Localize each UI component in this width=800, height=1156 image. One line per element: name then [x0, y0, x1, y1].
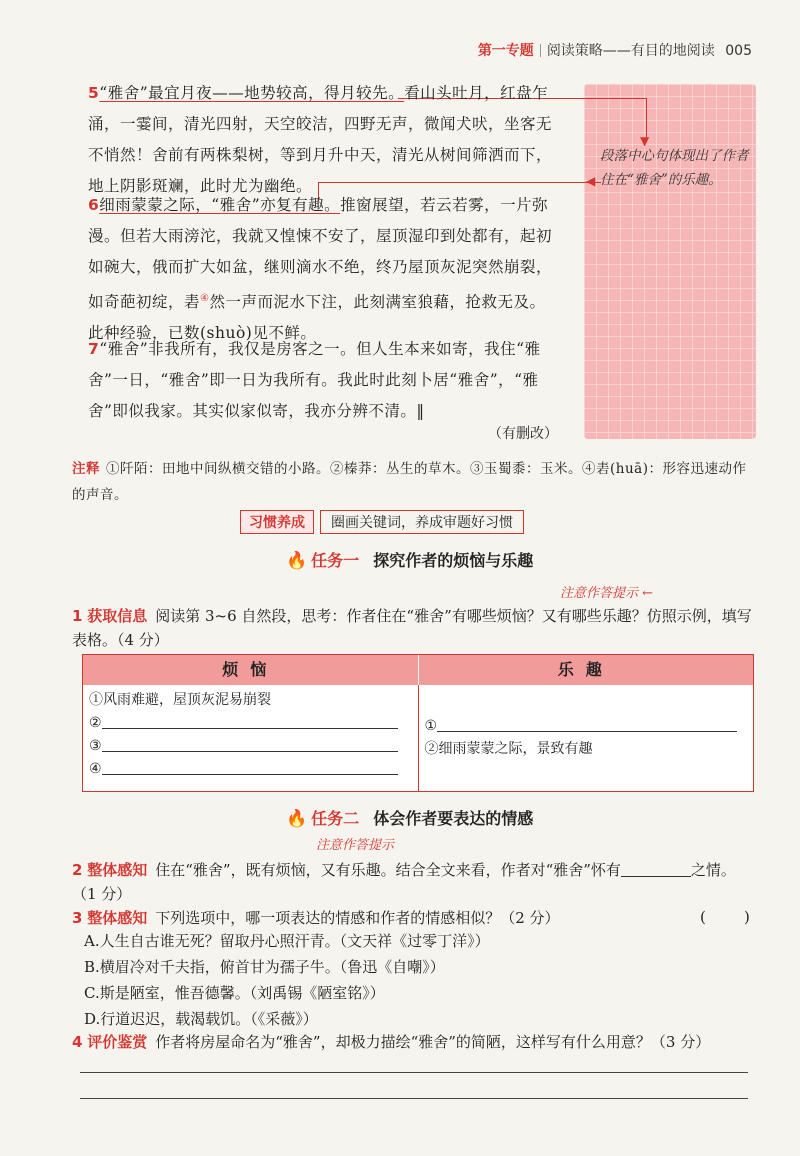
- option-a[interactable]: A.人生自古谁无死？留取丹心照汗青。（文天祥《过零丁洋》）: [84, 932, 490, 950]
- paragraph-number: 5: [88, 84, 100, 102]
- page-number: 005: [725, 43, 752, 59]
- option-b[interactable]: B.横眉冷对千夫指，俯首甘为孺子牛。（鲁迅《自嘲》）: [84, 958, 445, 976]
- passage-paragraph-5: [88, 78, 558, 202]
- habit-text: 圈画关键词，养成审题好习惯: [320, 510, 524, 534]
- arrow-left-icon: ◀: [586, 174, 596, 188]
- question-text: 住在“雅舍”，既有烦恼，又有乐趣。结合全文来看，作者对“雅舍”怀有: [155, 861, 621, 879]
- paragraph-text: 推窗展望，若云若雾，一片弥漫。但若大雨滂沱，我就又惶悚不安了，屋顶湿印到处都有，起初如碗大，俄而扩大如盆，继则滴水不绝，终乃屋顶灰泥突然崩裂，如奇葩初绽，砉: [88, 196, 553, 312]
- footnotes-label: 注释: [72, 461, 100, 477]
- flame-icon: 🔥: [286, 551, 308, 571]
- question-text-end: 之情。: [690, 861, 736, 879]
- question-1: [72, 604, 762, 652]
- paragraph-number: 6: [88, 196, 100, 214]
- key-sentence: “雅舍”最宜月夜——地势较高，得月较先。: [99, 84, 405, 102]
- paragraph-text: “雅舍”非我所有，我仅是房客之一。但人生本来如寄，我住“雅舍”一日，“雅舍”即一日为我所有。我此时此刻卜居“雅舍”，“雅舍”即似我家。其实似家似寄，我亦分辨不清。‖: [88, 340, 541, 420]
- answer-hint: [316, 834, 394, 853]
- side-annotation-text: 段落中心句体现出了作者住在“雅舍”的乐趣。: [600, 148, 749, 188]
- footnote-marker: ④: [200, 293, 210, 304]
- habit-banner: [240, 510, 524, 534]
- task-1-heading: [286, 548, 533, 571]
- question-keyword: 评价鉴赏: [87, 1033, 148, 1051]
- flame-icon: 🔥: [286, 809, 308, 829]
- section-label: 第一专题: [477, 43, 534, 59]
- key-sentence: 细雨蒙蒙之际，“雅舍”亦复有趣。: [99, 196, 341, 214]
- table-cell: ①风雨难避，屋顶灰泥易崩裂: [89, 692, 271, 708]
- paragraph-text: 然一声而泥水下注，此刻满室狼藉，抢救无及。此种经验，已数(shuò)见不鲜。: [88, 293, 546, 343]
- column-header-worries: 烦恼: [83, 655, 419, 685]
- question-number: 4: [72, 1033, 83, 1051]
- question-text: 作者将房屋命名为“雅舍”，却极力描绘“雅舍”的简陋，这样写有什么用意？（3 分）: [155, 1033, 711, 1051]
- question-number: 3: [72, 909, 83, 927]
- question-keyword: 整体感知: [87, 861, 148, 879]
- page-header: [478, 40, 752, 60]
- paragraph-number: 7: [88, 340, 100, 358]
- option-c[interactable]: C.斯是陋室，惟吾德馨。（刘禹锡《陋室铭》）: [84, 984, 385, 1002]
- question-text: 阅读第 3~6 自然段，思考：作者住在“雅舍”有哪些烦恼？又有哪些乐趣？仿照示例，填写表格。（4 分）: [72, 607, 752, 649]
- answer-parentheses[interactable]: ( ): [700, 908, 750, 926]
- answer-line[interactable]: [80, 1098, 748, 1099]
- table-cell[interactable]: ①: [425, 715, 748, 738]
- table-cell: ②细雨蒙蒙之际，景致有趣: [424, 741, 593, 757]
- task-number: 任务二: [311, 809, 360, 828]
- question-4: [72, 1030, 762, 1054]
- question-keyword: 整体感知: [87, 909, 148, 927]
- footnotes-text: ①阡陌：田地中间纵横交错的小路。②榛莽：丛生的草木。③玉蜀黍：玉米。④砉(huā)：形容迅速动作的声音。: [72, 461, 747, 503]
- footnotes: [72, 456, 752, 508]
- table-cell[interactable]: ②: [89, 712, 412, 735]
- task-2-heading: [286, 806, 533, 829]
- task-title: 体会作者要表达的情感: [373, 809, 534, 828]
- question-keyword: 获取信息: [87, 607, 148, 625]
- question-score: （1 分）: [72, 885, 132, 903]
- paragraph-text: 看山头吐月，红盘乍涌，一霎间，清光四射，天空皎洁，四野无声，微闻犬吠，坐客无不悄然！舍前有两株梨树，等到月升中天，清光从树间筛洒而下，地上阴影斑斓，此时尤为幽绝。: [88, 84, 553, 195]
- worries-column: [83, 685, 419, 791]
- section-title: 阅读策略——有目的地阅读: [546, 43, 715, 59]
- habit-tag: 习惯养成: [240, 510, 314, 534]
- task-number: 任务一: [311, 551, 360, 570]
- fill-blank[interactable]: [621, 860, 691, 877]
- header-divider: [540, 44, 541, 57]
- question-text: 下列选项中，哪一项表达的情感和作者的情感相似？（2 分）: [155, 909, 560, 927]
- options-list: [84, 928, 490, 1032]
- arrow-left-icon: ←: [642, 586, 654, 601]
- passage-paragraph-6: [88, 190, 558, 349]
- question-3: [72, 906, 762, 930]
- task-title: 探究作者的烦恼与乐趣: [373, 551, 534, 570]
- answer-line[interactable]: [80, 1072, 748, 1073]
- joys-column: [419, 685, 754, 791]
- question-2: [72, 858, 762, 906]
- table-cell[interactable]: ③: [89, 735, 412, 758]
- arrow-down-icon: ▼: [640, 134, 650, 148]
- passage-paragraph-7: [88, 334, 558, 427]
- answer-table: [82, 654, 754, 792]
- column-header-joys: 乐趣: [557, 660, 614, 679]
- hint-text: 注意作答提示: [560, 586, 639, 601]
- question-number: 2: [72, 861, 83, 879]
- hint-text: 注意作答提示: [316, 838, 395, 853]
- answer-hint: [560, 582, 653, 601]
- table-cell[interactable]: ④: [89, 758, 412, 781]
- source-note: （有删改）: [488, 426, 558, 442]
- question-number: 1: [72, 607, 83, 625]
- option-d[interactable]: D.行道迟迟，载渴载饥。（《采薇》）: [84, 1010, 318, 1028]
